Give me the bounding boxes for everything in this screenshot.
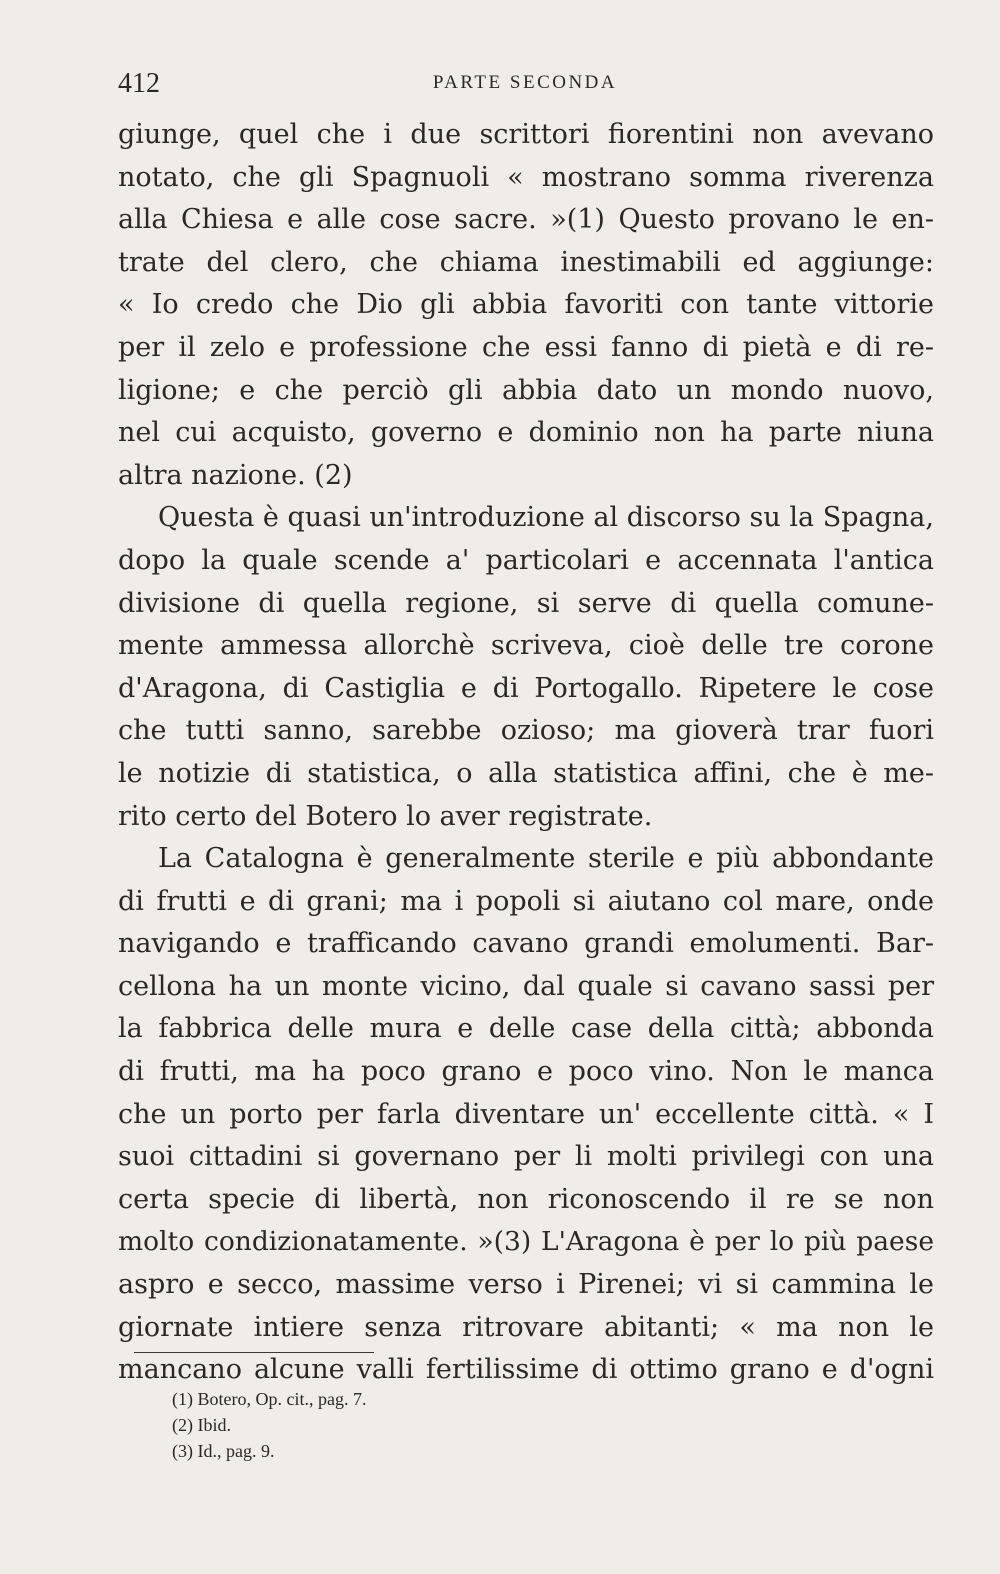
- text-line: « Io credo che Dio gli abbia favoriti con tante vittorie: [118, 289, 934, 321]
- text-line: nel cui acquisto, governo e dominio non ha parte niuna: [118, 417, 934, 449]
- text-line: rito certo del Botero lo aver registrate.: [118, 800, 653, 832]
- text-line: mente ammessa allorchè scriveva, cioè delle tre corone: [118, 630, 934, 662]
- text-line: che tutti sanno, sarebbe ozioso; ma gioverà trar fuori: [118, 715, 934, 747]
- text-line: cellona ha un monte vicino, dal quale si cavano sassi per: [118, 970, 934, 1002]
- text-line: altra nazione. (2): [118, 459, 353, 491]
- text-line: dopo la quale scende a' particolari e accennata l'antica: [118, 544, 934, 576]
- text-line: divisione di quella regione, si serve di quella comune-: [118, 587, 934, 619]
- text-line: d'Aragona, di Castiglia e di Portogallo. Ripetere le cose: [118, 672, 934, 704]
- text-line: aspro e secco, massime verso i Pirenei; vi si cammina le: [118, 1269, 934, 1301]
- text-line: La Catalogna è generalmente sterile e più abbondante: [158, 843, 934, 875]
- text-line: alla Chiesa e alle cose sacre. »(1) Questo provano le en-: [118, 204, 934, 236]
- footnote: (1) Botero, Op. cit., pag. 7.: [172, 1389, 367, 1409]
- text-line: di frutti e di grani; ma i popoli si aiutano col mare, onde: [118, 885, 934, 917]
- text-line: che un porto per farla diventare un' eccellente città. « I: [118, 1098, 934, 1130]
- footnote: (3) Id., pag. 9.: [172, 1441, 275, 1461]
- page-number: 412: [118, 68, 160, 99]
- footnotes: [172, 1386, 772, 1464]
- text-line: Questa è quasi un'introduzione al discorso su la Spagna,: [158, 502, 934, 534]
- text-line: notato, che gli Spagnuoli « mostrano somma riverenza: [118, 161, 934, 193]
- text-line: la fabbrica delle mura e delle case della città; abbonda: [118, 1013, 934, 1045]
- footnote-divider: [134, 1352, 374, 1353]
- text-line: per il zelo e professione che essi fanno di pietà e di re-: [118, 331, 934, 363]
- text-line: trate del clero, che chiama inestimabili ed aggiunge:: [118, 246, 934, 278]
- text-line: suoi cittadini si governano per li molti privilegi con una: [118, 1141, 934, 1173]
- text-line: mancano alcune valli fertilissime di ottimo grano e d'ogni: [118, 1354, 934, 1386]
- footnote: (2) Ibid.: [172, 1415, 231, 1435]
- running-head: PARTE SECONDA: [432, 72, 618, 93]
- body-text: [118, 114, 934, 1392]
- text-line: certa specie di libertà, non riconoscendo il re se non: [118, 1183, 934, 1215]
- text-line: di frutti, ma ha poco grano e poco vino. Non le manca: [118, 1056, 934, 1088]
- text-line: navigando e trafficando cavano grandi emolumenti. Bar-: [118, 928, 934, 960]
- text-line: molto condizionatamente. »(3) L'Aragona è per lo più paese: [118, 1226, 934, 1258]
- text-line: le notizie di statistica, o alla statistica affini, che è me-: [118, 757, 934, 789]
- page-header: [118, 66, 932, 106]
- text-line: giunge, quel che i due scrittori fiorentini non avevano: [118, 119, 934, 150]
- text-line: ligione; e che perciò gli abbia dato un mondo nuovo,: [118, 374, 934, 406]
- text-line: giornate intiere senza ritrovare abitanti; « ma non le: [118, 1311, 934, 1343]
